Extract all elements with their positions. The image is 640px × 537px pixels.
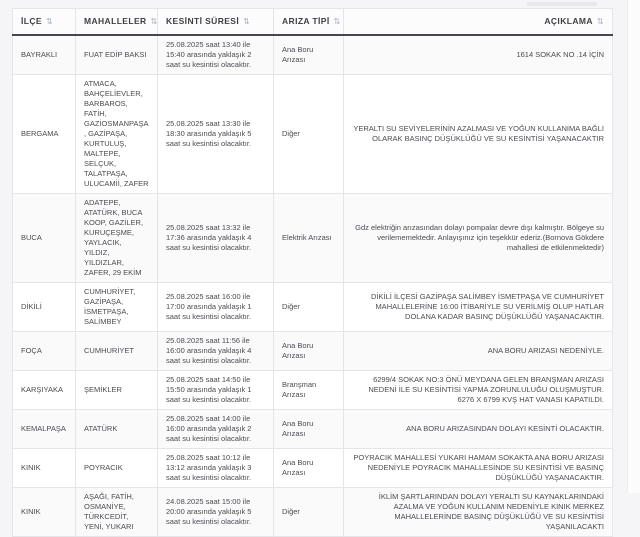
- column-header-mahalleler[interactable]: [76, 9, 158, 36]
- cell-mahalleler: ADATEPE, ATATÜRK, BUCA KOOP, GAZİLER, KURUÇEŞME, YAYLACIK, YILDIZ, YILDIZLAR, ZAFER, 29 EKİM: [76, 194, 158, 283]
- cell-ilce: BUCA: [13, 194, 76, 283]
- column-header-ariza_tipi[interactable]: [274, 9, 344, 36]
- cell-ariza_tipi: Elektrik Arızası: [274, 194, 344, 283]
- table-row: [13, 194, 613, 283]
- cell-ariza_tipi: Diğer: [274, 488, 344, 537]
- cell-kesinti_suresi: 25.08.2025 saat 13:30 ile 18:30 arasında yaklaşık 5 saat su kesintisi olacaktır.: [158, 75, 274, 194]
- cell-aciklama: 6299/4 SOKAK NO:3 ÖNÜ MEYDANA GELEN BRANŞMAN ARIZASI NEDENİ İLE SU KESİNTİSİ YAPMA ZORUNLULUĞU OLUŞMUŞTUR. 6276 X 6799 KVŞ HAT VANASI KAPATILDI.: [344, 371, 613, 410]
- cell-ilce: KEMALPAŞA: [13, 410, 76, 449]
- cell-ilce: FOÇA: [13, 332, 76, 371]
- cell-mahalleler: AŞAĞI, FATİH, OSMANİYE, TÜRKCEDİT, YENİ, YUKARI: [76, 488, 158, 537]
- cell-ariza_tipi: Ana Boru Arızası: [274, 449, 344, 488]
- cell-aciklama: Gdz elektriğin arızasından dolayı pompalar devre dışı kalmıştır. Bölgeye su verilememektedir. Anlayışınız için teşekkür ederiz.(Bornova Gökdere mahallesi de etkilenmektedir): [344, 194, 613, 283]
- cell-mahalleler: POYRACIK: [76, 449, 158, 488]
- cell-kesinti_suresi: 24.08.2025 saat 15:00 ile 20:00 arasında yaklaşık 5 saat su kesintisi olacaktır.: [158, 488, 274, 537]
- cell-kesinti_suresi: 25.08.2025 saat 13:32 ile 17:36 arasında yaklaşık 4 saat su kesintisi olacaktır.: [158, 194, 274, 283]
- column-label-ilce: İLÇE: [21, 16, 42, 26]
- cell-ilce: KARŞIYAKA: [13, 371, 76, 410]
- table-header-row: [13, 9, 613, 36]
- cell-ariza_tipi: Diğer: [274, 283, 344, 332]
- sort-icon: ⇅: [150, 17, 158, 26]
- vertical-scrollbar-track[interactable]: [627, 0, 640, 493]
- cell-aciklama: 1614 SOKAK NO .14 İÇİN: [344, 35, 613, 75]
- sort-icon: ⇅: [45, 17, 54, 26]
- cell-mahalleler: CUMHURİYET, GAZİPAŞA, İSMETPAŞA, SALİMBEY: [76, 283, 158, 332]
- water-outage-table: [12, 8, 612, 537]
- table-body: [13, 35, 613, 537]
- column-label-ariza_tipi: ARIZA TİPİ: [282, 16, 330, 26]
- cell-ariza_tipi: Ana Boru Arızası: [274, 35, 344, 75]
- cell-ariza_tipi: Branşman Arızası: [274, 371, 344, 410]
- cell-aciklama: YERALTI SU SEVİYELERİNİN AZALMASI VE YOĞUN KULLANIMA BAĞLI OLARAK BASINÇ DÜŞÜKLÜĞÜ VE SU KESİNTİSİ YAŞANACAKTIR: [344, 75, 613, 194]
- column-header-ilce[interactable]: [13, 9, 76, 36]
- cell-ariza_tipi: Diğer: [274, 75, 344, 194]
- cell-ariza_tipi: Ana Boru Arızası: [274, 410, 344, 449]
- cell-kesinti_suresi: 25.08.2025 saat 11:56 ile 16:00 arasında yaklaşık 4 saat su kesintisi olacaktır.: [158, 332, 274, 371]
- table-row: [13, 449, 613, 488]
- cell-aciklama: ANA BORU ARIZASI NEDENİYLE.: [344, 332, 613, 371]
- cell-mahalleler: CUMHURİYET: [76, 332, 158, 371]
- cell-aciklama: DİKİLİ İLÇESİ GAZİPAŞA SALİMBEY İSMETPAŞA VE CUMHURİYET MAHALLELERİNE 16:00 İTİBARİYLE SU VERİLMİŞ OLUP HATLAR DOLANA KADAR BASINÇ DÜŞÜKLÜĞÜ YAŞANACAKTIR.: [344, 283, 613, 332]
- sort-icon: ⇅: [596, 17, 604, 26]
- table-row: [13, 410, 613, 449]
- cell-ilce: KINIK: [13, 449, 76, 488]
- table-row: [13, 35, 613, 75]
- cell-aciklama: İKLİM ŞARTLARINDAN DOLAYI YERALTI SU KAYNAKLARINDAKİ AZALMA VE YOĞUN KULLANIM NEDENİYLE KINIK MERKEZ MAHALLELERİNDE BASINÇ DÜŞÜKLÜĞÜ VE SU KESİNTİSİ YAŞANILACAKTI: [344, 488, 613, 537]
- cell-kesinti_suresi: 25.08.2025 saat 13:40 ile 15:40 arasında yaklaşık 2 saat su kesintisi olacaktır.: [158, 35, 274, 75]
- cell-mahalleler: ŞEMİKLER: [76, 371, 158, 410]
- cell-aciklama: ANA BORU ARIZASINDAN DOLAYI KESİNTİ OLACAKTIR.: [344, 410, 613, 449]
- horizontal-scrollbar-thumb[interactable]: [527, 2, 597, 6]
- outage-table: [12, 8, 613, 537]
- cell-mahalleler: ATATÜRK: [76, 410, 158, 449]
- cell-aciklama: POYRACIK MAHALLESİ YUKARI HAMAM SOKAKTA ANA BORU ARIZASI NEDENİYLE POYRACIK MAHALLESİNDE SU KESİNTİSİ VE BASINÇ DÜŞÜKLÜĞÜ YAŞANACAKTIR.: [344, 449, 613, 488]
- column-header-kesinti_suresi[interactable]: [158, 9, 274, 36]
- sort-icon: ⇅: [333, 17, 341, 26]
- cell-ilce: BAYRAKLI: [13, 35, 76, 75]
- cell-kesinti_suresi: 25.08.2025 saat 10:12 ile 13:12 arasında yaklaşık 3 saat su kesintisi olacaktır.: [158, 449, 274, 488]
- table-row: [13, 371, 613, 410]
- cell-mahalleler: ATMACA, BAHÇELİEVLER, BARBAROS, FATİH, GAZİOSMANPAŞA, GAZİPAŞA, KURTULUŞ, MALTEPE, SELÇUK, TALATPAŞA, ULUCAMİİ, ZAFER: [76, 75, 158, 194]
- column-label-kesinti_suresi: KESİNTİ SÜRESİ: [166, 16, 240, 26]
- table-row: [13, 488, 613, 537]
- sort-icon: ⇅: [243, 17, 251, 26]
- table-row: [13, 75, 613, 194]
- cell-ilce: DİKİLİ: [13, 283, 76, 332]
- table-row: [13, 332, 613, 371]
- cell-mahalleler: FUAT EDİP BAKSI: [76, 35, 158, 75]
- cell-kesinti_suresi: 25.08.2025 saat 14:00 ile 16:00 arasında yaklaşık 2 saat su kesintisi olacaktır.: [158, 410, 274, 449]
- column-label-mahalleler: MAHALLELER: [84, 16, 147, 26]
- table-row: [13, 283, 613, 332]
- column-label-aciklama: AÇIKLAMA: [544, 16, 593, 26]
- column-header-aciklama[interactable]: [344, 9, 613, 36]
- cell-ilce: BERGAMA: [13, 75, 76, 194]
- cell-ilce: KINIK: [13, 488, 76, 537]
- cell-kesinti_suresi: 25.08.2025 saat 16:00 ile 17:00 arasında yaklaşık 1 saat su kesintisi olacaktır.: [158, 283, 274, 332]
- cell-kesinti_suresi: 25.08.2025 saat 14:50 ile 15:50 arasında yaklaşık 1 saat su kesintisi olacaktır.: [158, 371, 274, 410]
- cell-ariza_tipi: Ana Boru Arızası: [274, 332, 344, 371]
